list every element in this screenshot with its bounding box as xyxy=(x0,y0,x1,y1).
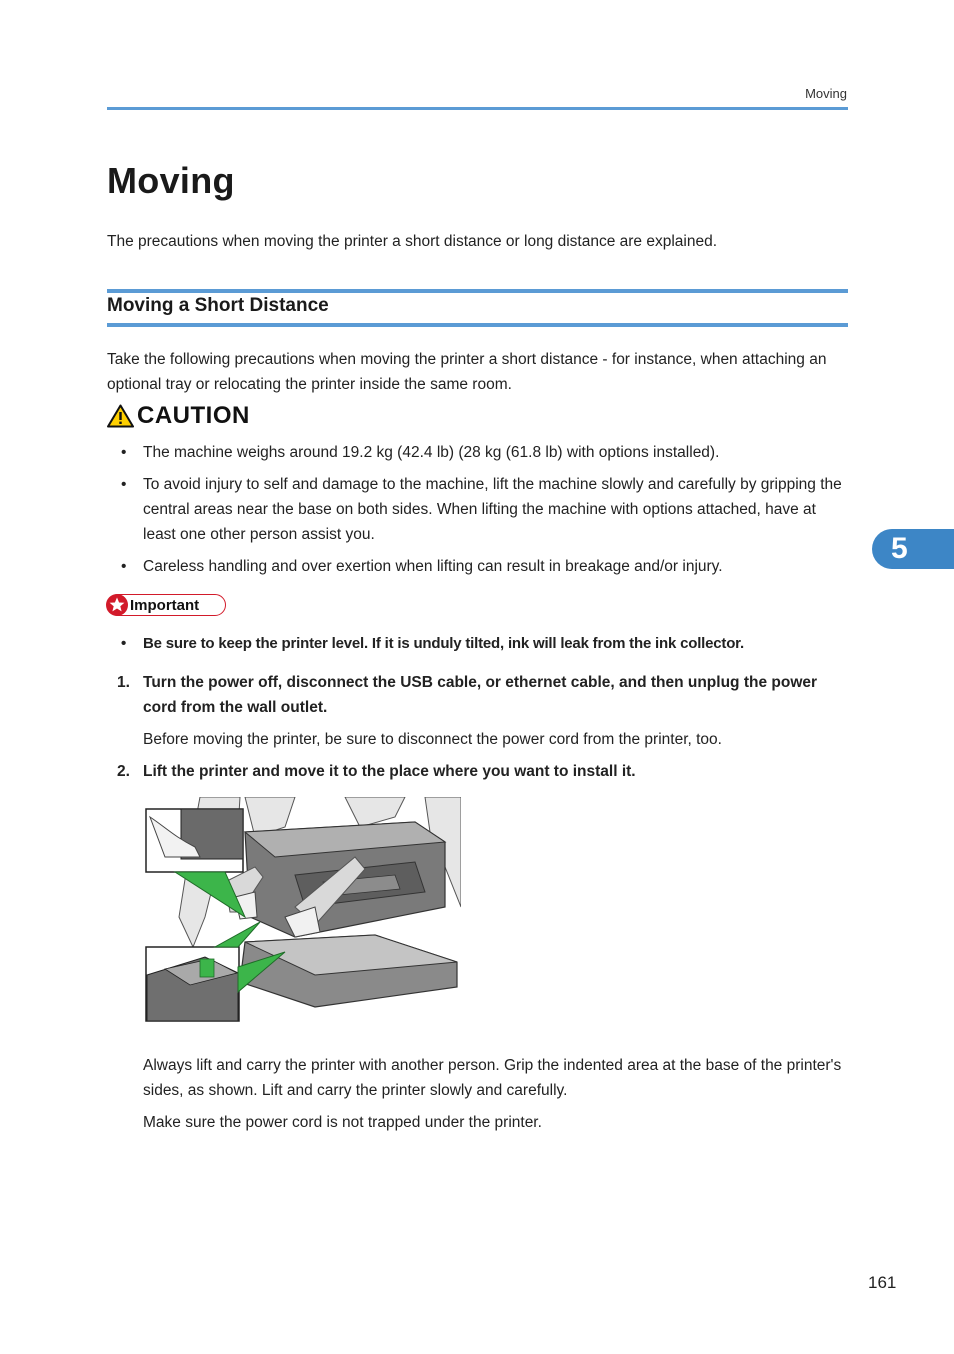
important-list xyxy=(107,631,848,656)
intro-paragraph: The precautions when moving the printer a short distance or long distance are explained. xyxy=(107,233,718,250)
step-note: Before moving the printer, be sure to disconnect the power cord from the printer, too. xyxy=(143,731,722,748)
section-rule-top xyxy=(107,289,848,293)
caution-item: • Careless handling and over exertion when lifting can result in breakage and/or injury. xyxy=(107,554,848,579)
warning-icon xyxy=(107,404,134,428)
caution-heading xyxy=(107,402,250,430)
step-text: Lift the printer and move it to the place where you want to install it. xyxy=(143,763,636,780)
star-icon xyxy=(105,593,129,617)
page-title: Moving xyxy=(107,160,235,201)
important-item: • Be sure to keep the printer level. If it is unduly tilted, ink will leak from the ink collector. xyxy=(107,631,848,656)
step-note: Always lift and carry the printer with another person. Grip the indented area at the base of the printer's sides, as shown. Lift and carry the printer slowly and carefully. xyxy=(143,1057,842,1099)
step-number: 2. xyxy=(117,763,130,780)
chapter-tab: 5 xyxy=(872,529,954,569)
lifting-printer-illustration xyxy=(145,797,461,1023)
step-1 xyxy=(107,670,848,720)
section-lead: Take the following precautions when moving the printer a short distance - for instance, when attaching an optional tray or relocating the printer inside the same room. xyxy=(107,351,827,393)
caution-label: CAUTION xyxy=(137,402,250,429)
running-header: Moving xyxy=(805,86,847,101)
caution-list xyxy=(107,440,848,586)
step-2 xyxy=(107,759,848,784)
important-badge xyxy=(107,594,226,616)
section-rule-bottom xyxy=(107,323,848,327)
caution-item: • To avoid injury to self and damage to the machine, lift the machine slowly and carefully by gripping the central areas near the base on both sides. When lifting the machine with options attached, have at least one other person assist you. xyxy=(107,472,848,547)
section-title: Moving a Short Distance xyxy=(107,295,329,316)
caution-item: • The machine weighs around 19.2 kg (42.4 lb) (28 kg (61.8 lb) with options installed). xyxy=(107,440,848,465)
step-number: 1. xyxy=(117,674,130,691)
page-number: 161 xyxy=(868,1273,897,1292)
step-text: Turn the power off, disconnect the USB cable, or ethernet cable, and then unplug the power cord from the wall outlet. xyxy=(143,674,818,716)
important-label: Important xyxy=(130,596,200,614)
header-rule xyxy=(107,107,848,110)
step-note: Make sure the power cord is not trapped under the printer. xyxy=(143,1114,542,1131)
